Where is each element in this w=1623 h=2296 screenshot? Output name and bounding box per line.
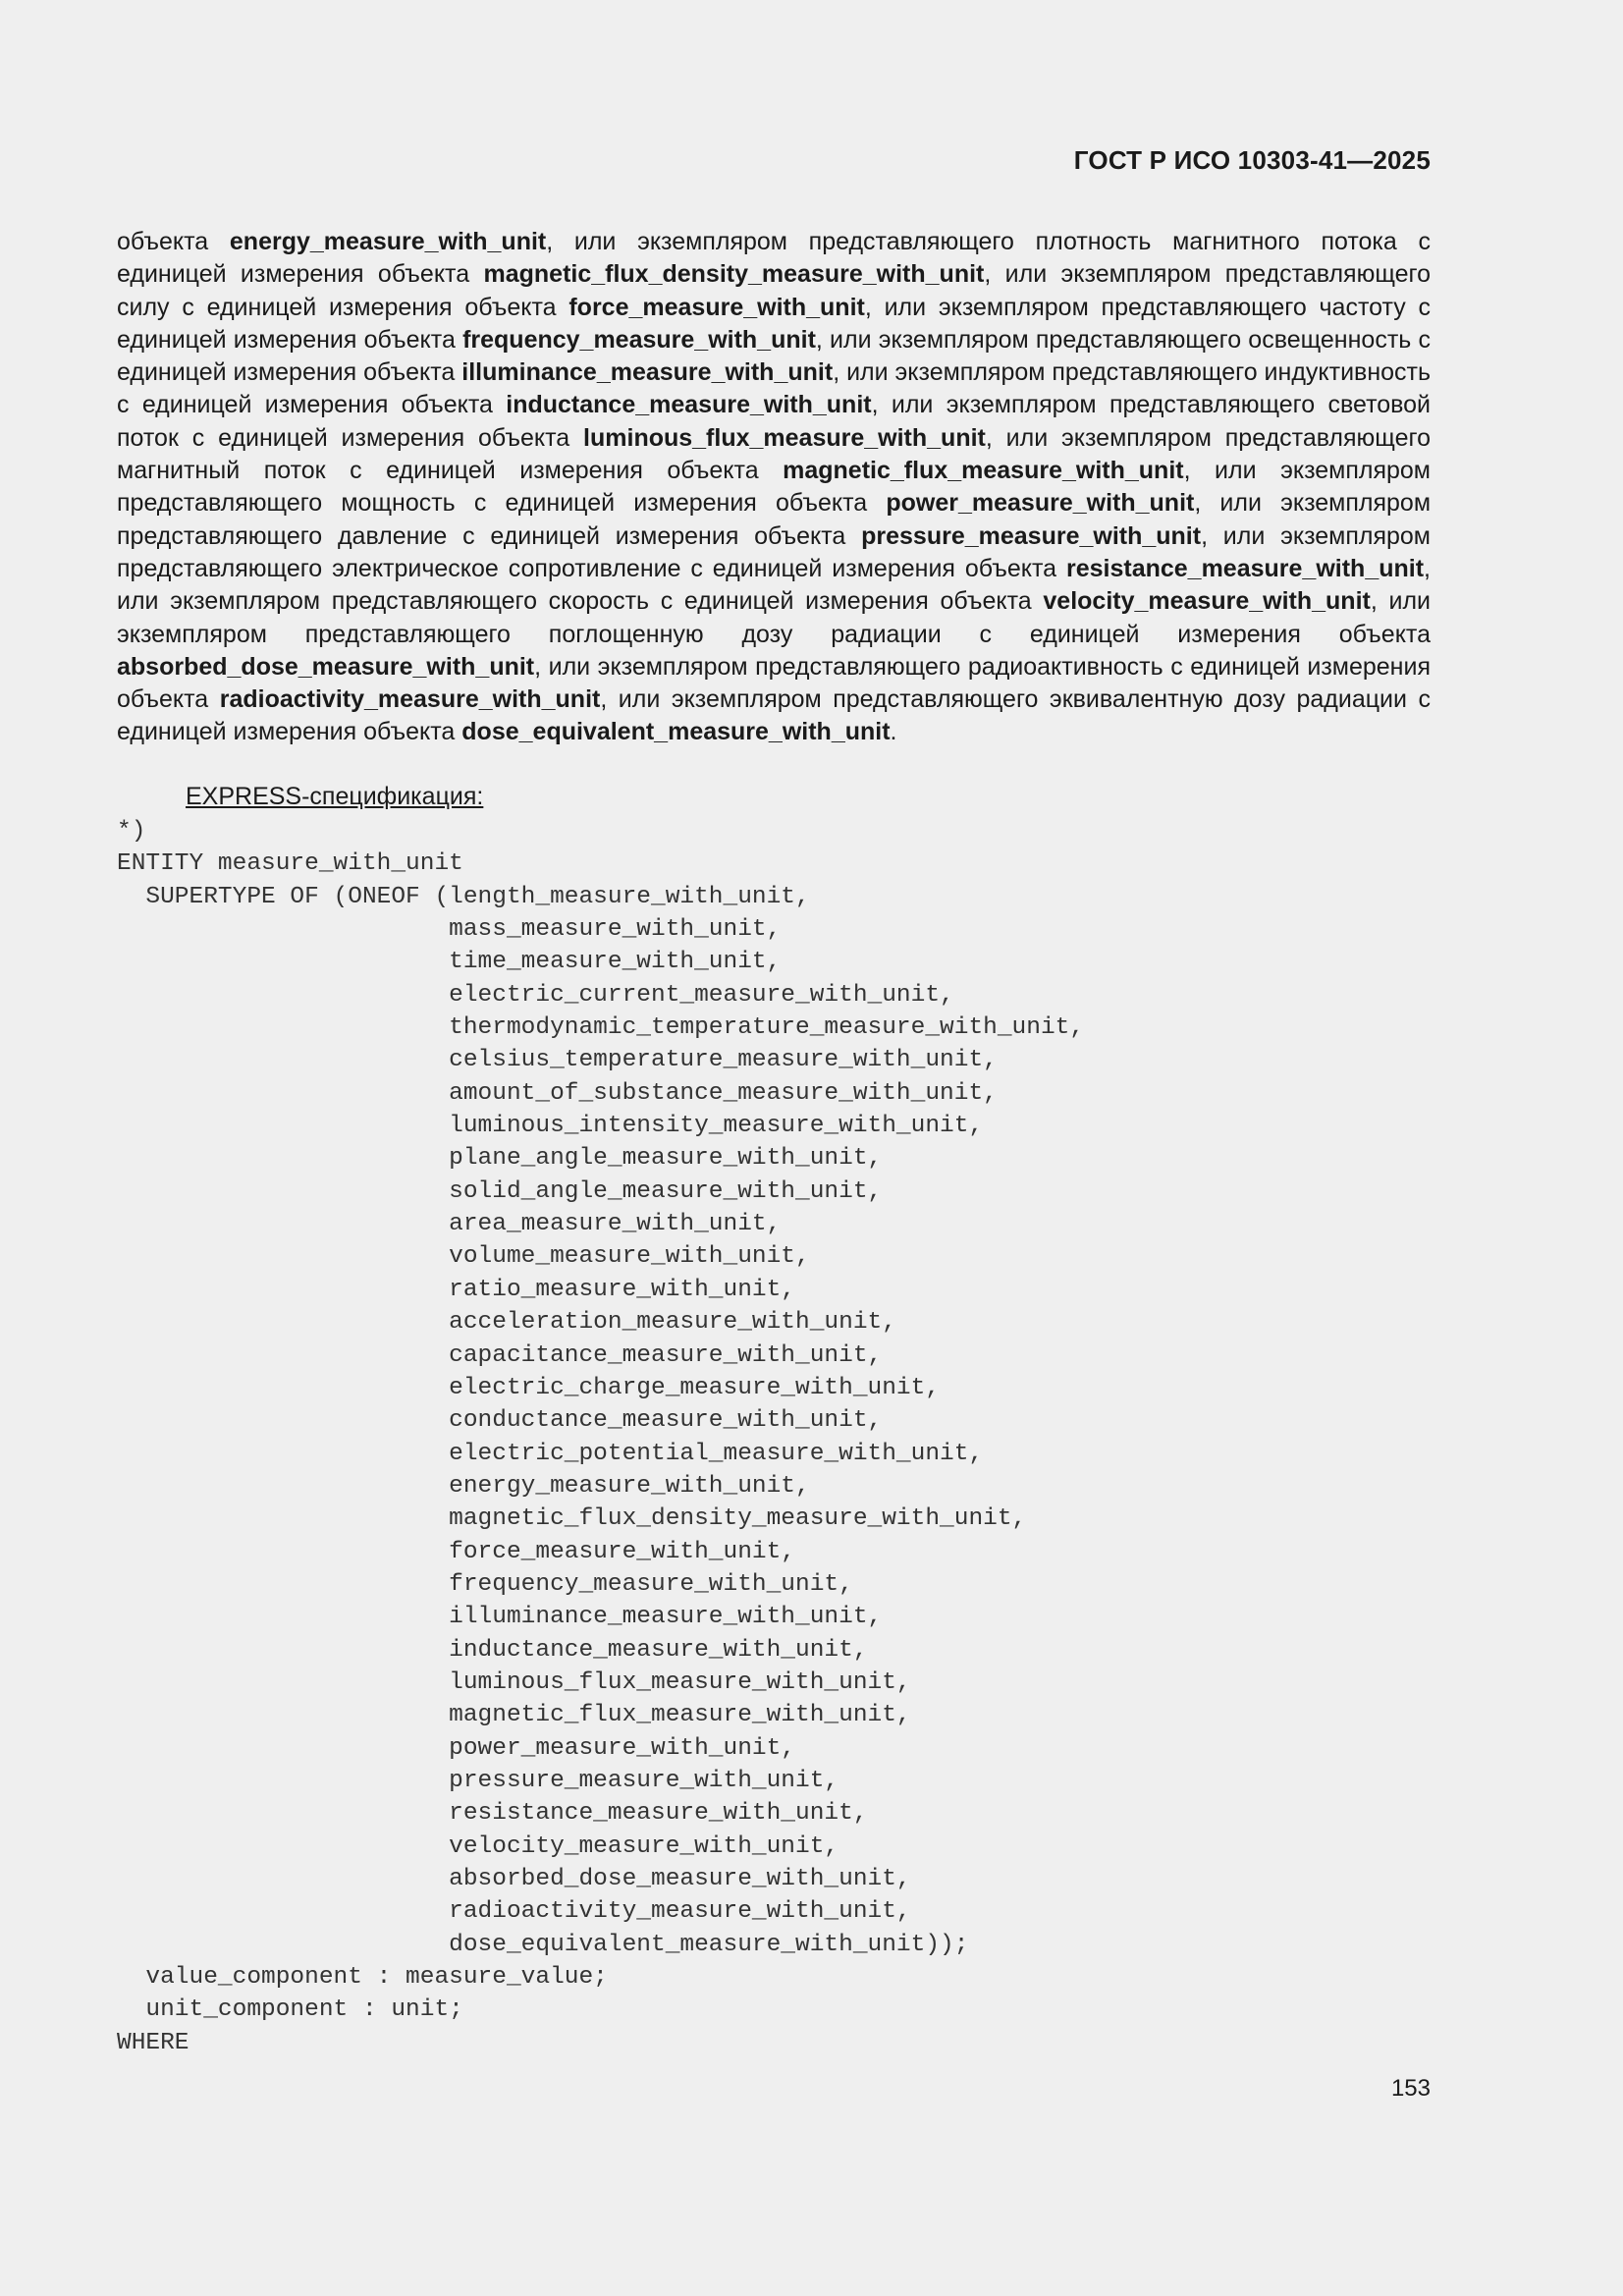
code-line: acceleration_measure_with_unit,	[117, 1309, 896, 1337]
code-line: inductance_measure_with_unit,	[117, 1636, 868, 1664]
code-line: electric_charge_measure_with_unit,	[117, 1374, 941, 1401]
entity-name: force_measure_with_unit	[568, 293, 865, 321]
paragraph-text: , или экземпляром представляющего силу с единицей измерения объекта	[117, 260, 1431, 321]
code-line: value_component : measure_value;	[117, 1964, 608, 1992]
entity-name: radioactivity_measure_with_unit	[219, 685, 601, 714]
code-line: resistance_measure_with_unit,	[117, 1800, 868, 1828]
paragraph-text: объекта	[117, 228, 230, 255]
code-line: luminous_intensity_measure_with_unit,	[117, 1113, 984, 1140]
paragraph-text: , или экземпляром представляющего индуктивность с единицей измерения объекта	[117, 358, 1432, 419]
code-line: magnetic_flux_measure_with_unit,	[117, 1702, 911, 1729]
entity-name: power_measure_with_unit	[886, 489, 1195, 518]
express-specification-label: EXPRESS-спецификация:	[186, 783, 484, 810]
code-line: force_measure_with_unit,	[117, 1538, 796, 1565]
paragraph-text: , или экземпляром представляющего радиоактивность с единицей измерения объекта	[117, 652, 1431, 714]
code-line: dose_equivalent_measure_with_unit));	[117, 1931, 969, 1958]
code-line: time_measure_with_unit,	[117, 949, 782, 976]
entity-name: resistance_measure_with_unit	[1065, 554, 1425, 582]
code-line: plane_angle_measure_with_unit,	[117, 1145, 883, 1173]
paragraph-text: , или экземпляром представляющего световой поток с единицей измерения объекта	[117, 391, 1432, 452]
code-line: volume_measure_with_unit,	[117, 1243, 810, 1271]
express-code-block	[117, 815, 1084, 2059]
page-number: 153	[1390, 2075, 1431, 2102]
code-line: solid_angle_measure_with_unit,	[117, 1177, 883, 1205]
entity-name: magnetic_flux_density_measure_with_unit	[483, 260, 985, 289]
paragraph-text: , или экземпляром представляющего электрическое сопротивление с единицей измерения объекта	[117, 521, 1431, 582]
entity-name: magnetic_flux_measure_with_unit	[783, 457, 1184, 485]
paragraph-text: , или экземпляром представляющего скорость с единицей измерения объекта	[117, 554, 1431, 616]
code-line: power_measure_with_unit,	[117, 1734, 796, 1762]
paragraph-text: , или экземпляром представляющего плотность магнитного потока с единицей измерения объекта	[117, 228, 1431, 289]
code-line: absorbed_dose_measure_with_unit,	[117, 1866, 911, 1892]
code-line: energy_measure_with_unit,	[117, 1472, 810, 1500]
code-line: *)	[117, 818, 146, 845]
paragraph-text: , или экземпляром представляющего давление с единицей измерения объекта	[117, 489, 1432, 550]
entity-name: illuminance_measure_with_​unit	[461, 358, 834, 387]
entity-name: absorbed_dose_measure_with_unit	[117, 652, 535, 681]
document-header: ГОСТ Р ИСО 10303-41—2025	[1073, 145, 1431, 175]
entity-name: inductance_​measure_with_unit	[506, 391, 872, 419]
code-line: frequency_measure_with_unit,	[117, 1570, 853, 1598]
code-line: luminous_flux_measure_with_unit,	[117, 1668, 911, 1696]
entity-name: luminous_flux_measure_with_unit	[583, 423, 986, 452]
paragraph-text: , или экземпляром представляющего частоту с единицей измерения объекта	[117, 293, 1431, 354]
paragraph-text: , или экземпляром представляющего магнитный поток с единицей измерения объекта	[117, 423, 1431, 485]
code-line: capacitance_measure_with_unit,	[117, 1341, 883, 1369]
code-line: area_measure_with_unit,	[117, 1211, 782, 1238]
paragraph-text: , или экземпляром представляющего эквивалентную дозу радиации с единицей измерения объекта	[117, 685, 1431, 746]
code-line: thermodynamic_temperature_measure_with_unit,	[117, 1014, 1085, 1042]
entity-name: dose_equivalent_measure_with_unit	[461, 718, 891, 746]
entity-name: frequency_measure_with_unit	[462, 325, 816, 354]
code-line: SUPERTYPE OF (ONEOF (length_measure_with_unit,	[117, 883, 810, 910]
code-line: radioactivity_measure_with_unit,	[117, 1898, 911, 1926]
body-paragraph	[117, 226, 1431, 749]
entity-name: pressure_measure_with_unit	[861, 521, 1202, 550]
code-line: electric_potential_measure_with_unit,	[117, 1440, 984, 1467]
code-line: unit_component : unit;	[117, 1996, 463, 2024]
entity-name: velocity_measure_with_​unit	[1043, 587, 1371, 616]
code-line: magnetic_flux_density_measure_with_unit,	[117, 1505, 1027, 1533]
paragraph-text: , или экземпляром представляющего мощность с единицей измерения объекта	[117, 457, 1431, 518]
entity-name: energy_measure_with_unit	[229, 228, 547, 255]
code-line: mass_measure_with_unit,	[117, 916, 782, 944]
code-line: illuminance_measure_with_unit,	[117, 1604, 883, 1631]
code-line: WHERE	[117, 2029, 189, 2056]
paragraph-text: .	[890, 718, 897, 746]
code-line: amount_of_substance_measure_with_unit,	[117, 1079, 998, 1107]
paragraph-text: , или экземпляром представляющего поглощенную дозу радиации с единицей измерения объекта	[117, 587, 1431, 648]
code-line: electric_current_measure_with_unit,	[117, 981, 954, 1009]
code-line: ENTITY measure_with_unit	[117, 850, 463, 878]
code-line: velocity_measure_with_unit,	[117, 1832, 839, 1860]
code-line: conductance_measure_with_unit,	[117, 1407, 883, 1435]
paragraph-text: , или экземпляром представляющего освещенность с единицей измерения объекта	[117, 325, 1431, 387]
code-line: pressure_measure_with_unit,	[117, 1767, 839, 1794]
code-line: ratio_measure_with_unit,	[117, 1276, 796, 1303]
code-line: celsius_temperature_measure_with_unit,	[117, 1047, 998, 1074]
